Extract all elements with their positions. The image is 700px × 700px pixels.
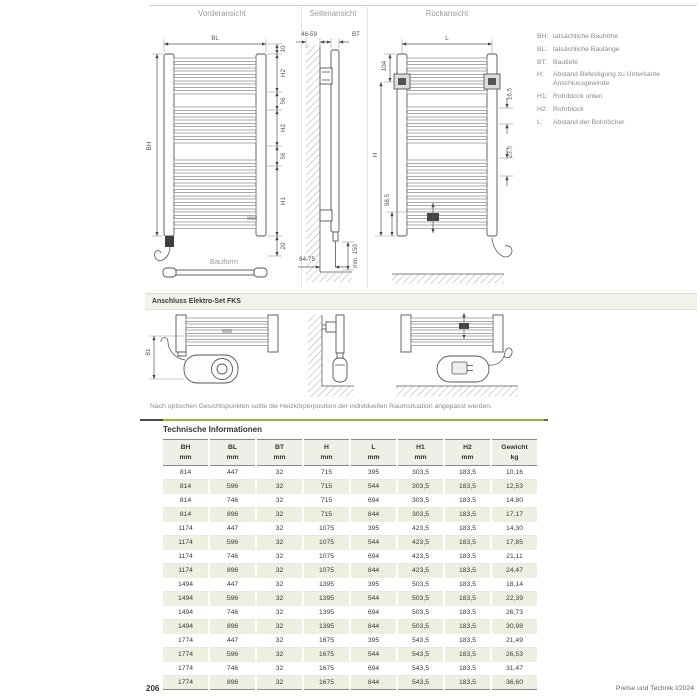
cell: 423,5 xyxy=(398,550,443,564)
cell: 1494 xyxy=(163,578,208,592)
cell: 1075 xyxy=(304,550,349,564)
cell: 303,5 xyxy=(398,494,443,508)
side-view-title: Seitenansicht xyxy=(309,9,357,18)
wall-hatch xyxy=(306,45,320,282)
column-header: Gewicht kg xyxy=(492,439,537,466)
dim-label-23-5: 23,5 xyxy=(506,145,514,159)
cell: 24,47 xyxy=(492,564,537,578)
rear-view-drawing xyxy=(372,35,514,284)
technical-table xyxy=(161,439,539,690)
cell: 395 xyxy=(351,634,396,648)
table-row xyxy=(163,480,537,494)
cell: 596 xyxy=(210,592,255,606)
column-header: H1 mm xyxy=(398,439,443,466)
cell: 423,5 xyxy=(398,564,443,578)
cell: 746 xyxy=(210,662,255,676)
cell: 896 xyxy=(210,676,255,690)
cell: 183,5 xyxy=(445,592,490,606)
cell: 1174 xyxy=(163,536,208,550)
bauform-drawing xyxy=(163,257,267,277)
cell: 183,5 xyxy=(445,662,490,676)
cell: 746 xyxy=(210,494,255,508)
side-view-drawing xyxy=(296,31,360,282)
dim-label-56: 56 xyxy=(280,152,287,160)
dim-label-10: 10 xyxy=(280,45,287,53)
cell: 1675 xyxy=(304,634,349,648)
cell: 32 xyxy=(257,536,302,550)
brand-mark xyxy=(247,217,257,221)
cell: 503,5 xyxy=(398,592,443,606)
cell: 1174 xyxy=(163,550,208,564)
cell: 694 xyxy=(351,606,396,620)
cell: 1075 xyxy=(304,522,349,536)
cell: 1675 xyxy=(304,648,349,662)
cell: 32 xyxy=(257,634,302,648)
cell: 1774 xyxy=(163,648,208,662)
cell: 32 xyxy=(257,606,302,620)
table-row xyxy=(163,662,537,676)
cell: 32 xyxy=(257,508,302,522)
cell: 503,5 xyxy=(398,578,443,592)
dim-label-bt: BT xyxy=(352,31,360,38)
cell: 395 xyxy=(351,578,396,592)
elektro-front-drawing xyxy=(145,315,278,383)
rear-view-title: Rückansicht xyxy=(425,9,469,18)
cell: 32 xyxy=(257,480,302,494)
cell: 1494 xyxy=(163,620,208,634)
cell: 14,80 xyxy=(492,494,537,508)
cell: 543,5 xyxy=(398,662,443,676)
brand-mark xyxy=(222,329,232,333)
cell: 183,5 xyxy=(445,564,490,578)
cell: 18,14 xyxy=(492,578,537,592)
dim-label-16-5: 16,5 xyxy=(506,87,514,101)
cell: 746 xyxy=(210,550,255,564)
cell: 1494 xyxy=(163,592,208,606)
cell: 1075 xyxy=(304,564,349,578)
cell: 31,47 xyxy=(492,662,537,676)
table-title: Technische Informationen xyxy=(163,425,262,434)
cell: 183,5 xyxy=(445,634,490,648)
column-header: BL mm xyxy=(210,439,255,466)
power-cable xyxy=(492,238,512,257)
cell: 26,53 xyxy=(492,648,537,662)
cell: 22,39 xyxy=(492,592,537,606)
table-row xyxy=(163,536,537,550)
note-text: Nach optischen Gesichtspunkten sollte die Heizkörperposition der individuellen Raumsituation angepasst werden. xyxy=(150,403,492,410)
cell: 423,5 xyxy=(398,536,443,550)
cell: 596 xyxy=(210,536,255,550)
wall-plug xyxy=(326,322,336,332)
dim-label-bh: BH xyxy=(146,141,153,151)
cell: 814 xyxy=(163,508,208,522)
cell: 447 xyxy=(210,522,255,536)
cell: 447 xyxy=(210,578,255,592)
cell: 715 xyxy=(304,494,349,508)
cell: 1075 xyxy=(304,536,349,550)
floor-hatch xyxy=(322,387,354,397)
dim-label-98-5: 98,5 xyxy=(384,193,391,207)
cell: 183,5 xyxy=(445,480,490,494)
dim-label-min150: min. 150 xyxy=(352,244,359,268)
front-view-title: Vorderansicht xyxy=(198,9,246,18)
cell: 1174 xyxy=(163,564,208,578)
cell: 596 xyxy=(210,480,255,494)
table-row xyxy=(163,578,537,592)
cell: 32 xyxy=(257,494,302,508)
dim-label-81: 81 xyxy=(145,348,152,356)
cell: 746 xyxy=(210,606,255,620)
page-number: 206 xyxy=(146,684,160,693)
cell: 1395 xyxy=(304,606,349,620)
cell: 12,53 xyxy=(492,480,537,494)
cell: 183,5 xyxy=(445,466,490,480)
plug-icon xyxy=(452,362,467,374)
cell: 183,5 xyxy=(445,550,490,564)
bauform-label: Bauform xyxy=(209,257,239,266)
column-header: H2 mm xyxy=(445,439,490,466)
cell: 10,16 xyxy=(492,466,537,480)
accent-rule xyxy=(140,419,548,421)
dim-label-bl: BL xyxy=(211,35,219,42)
cell: 844 xyxy=(351,676,396,690)
elektro-rear-drawing xyxy=(396,313,518,397)
table-row xyxy=(163,564,537,578)
table-row xyxy=(163,620,537,634)
cell: 395 xyxy=(351,466,396,480)
cell: 1675 xyxy=(304,662,349,676)
footer-text: Preise und Technik I/2024 xyxy=(615,685,694,692)
cell: 32 xyxy=(257,592,302,606)
cell: 694 xyxy=(351,662,396,676)
wall-hatch xyxy=(308,315,322,397)
cell: 844 xyxy=(351,564,396,578)
cell: 32 xyxy=(257,466,302,480)
floor-hatch xyxy=(396,387,518,397)
cell: 844 xyxy=(351,508,396,522)
cell: 844 xyxy=(351,620,396,634)
cell: 596 xyxy=(210,648,255,662)
table-row xyxy=(163,494,537,508)
legend-item: BL: tatsächliche Baulänge xyxy=(537,45,620,53)
dim-label-l: L xyxy=(445,35,449,42)
table-row xyxy=(163,676,537,690)
legend-item: L: Abstand der Bohrlöcher xyxy=(537,118,625,126)
cell: 32 xyxy=(257,550,302,564)
cell: 814 xyxy=(163,466,208,480)
cell: 21,49 xyxy=(492,634,537,648)
table-row xyxy=(163,466,537,480)
cell: 21,11 xyxy=(492,550,537,564)
cell: 183,5 xyxy=(445,494,490,508)
cell: 544 xyxy=(351,480,396,494)
cell: 896 xyxy=(210,620,255,634)
table-row xyxy=(163,550,537,564)
cell: 503,5 xyxy=(398,606,443,620)
elektro-section-header: Anschluss Elektro-Set FKS xyxy=(145,293,697,310)
technical-table-container xyxy=(161,439,539,690)
dimension-legend xyxy=(537,33,697,132)
legend-item: BH: tatsächliche Bauhöhe xyxy=(537,33,618,40)
cell: 1774 xyxy=(163,634,208,648)
floor-hatch xyxy=(320,273,352,282)
cell: 447 xyxy=(210,466,255,480)
table-row xyxy=(163,508,537,522)
column-header: L mm xyxy=(351,439,396,466)
legend-item: H1: Rohrblock unten xyxy=(537,93,603,101)
cell: 17,17 xyxy=(492,508,537,522)
table-row xyxy=(163,592,537,606)
cell: 183,5 xyxy=(445,648,490,662)
cell: 1395 xyxy=(304,578,349,592)
cell: 1174 xyxy=(163,522,208,536)
cell: 423,5 xyxy=(398,522,443,536)
cell: 32 xyxy=(257,564,302,578)
cell: 183,5 xyxy=(445,508,490,522)
table-row xyxy=(163,648,537,662)
wall-bracket xyxy=(320,68,332,84)
cell: 183,5 xyxy=(445,578,490,592)
cell: 544 xyxy=(351,648,396,662)
cell: 183,5 xyxy=(445,620,490,634)
dim-label-64-75: 64-75 xyxy=(299,256,315,263)
power-cable xyxy=(155,247,170,261)
cell: 183,5 xyxy=(445,606,490,620)
cell: 32 xyxy=(257,522,302,536)
dim-label-h1: H1 xyxy=(280,197,287,205)
cell: 694 xyxy=(351,550,396,564)
dim-label-20: 20 xyxy=(280,242,287,250)
cell: 543,5 xyxy=(398,676,443,690)
dim-label-h: H xyxy=(372,152,379,158)
table-body xyxy=(163,466,537,690)
cell: 303,5 xyxy=(398,466,443,480)
cell: 1774 xyxy=(163,662,208,676)
cell: 1395 xyxy=(304,620,349,634)
fks-heater-unit xyxy=(333,358,347,382)
cell: 26,73 xyxy=(492,606,537,620)
cell: 303,5 xyxy=(398,508,443,522)
table-row xyxy=(163,606,537,620)
cell: 715 xyxy=(304,480,349,494)
dim-label-h2: H2 xyxy=(280,124,287,132)
cell: 32 xyxy=(257,648,302,662)
cell: 715 xyxy=(304,508,349,522)
cell: 183,5 xyxy=(445,522,490,536)
cell: 17,85 xyxy=(492,536,537,550)
cell: 694 xyxy=(351,494,396,508)
dim-label-48-59: 48-59 xyxy=(301,31,317,38)
cell: 1774 xyxy=(163,676,208,690)
cell: 395 xyxy=(351,522,396,536)
cell: 1494 xyxy=(163,606,208,620)
cell: 36,60 xyxy=(492,676,537,690)
column-header: H mm xyxy=(304,439,349,466)
dim-label-56: 56 xyxy=(280,97,287,105)
cell: 814 xyxy=(163,480,208,494)
cell: 32 xyxy=(257,676,302,690)
cell: 544 xyxy=(351,592,396,606)
legend-item: BT: Bautiefe xyxy=(537,58,578,66)
cell: 896 xyxy=(210,564,255,578)
cell: 503,5 xyxy=(398,620,443,634)
cell: 183,5 xyxy=(445,536,490,550)
cell: 1675 xyxy=(304,676,349,690)
cell: 896 xyxy=(210,508,255,522)
cell: 303,5 xyxy=(398,480,443,494)
cell: 1395 xyxy=(304,592,349,606)
cell: 30,98 xyxy=(492,620,537,634)
front-view-drawing xyxy=(146,35,287,261)
wall-bracket xyxy=(320,210,332,221)
cell: 447 xyxy=(210,634,255,648)
table-row xyxy=(163,634,537,648)
cell: 183,5 xyxy=(445,676,490,690)
elektro-side-drawing xyxy=(308,315,354,397)
column-header: BT mm xyxy=(257,439,302,466)
cell: 543,5 xyxy=(398,634,443,648)
table-head-row xyxy=(163,439,537,466)
cell: 32 xyxy=(257,662,302,676)
electric-element xyxy=(165,236,174,247)
table-row xyxy=(163,522,537,536)
cell: 715 xyxy=(304,466,349,480)
cell: 32 xyxy=(257,620,302,634)
column-header: BH mm xyxy=(163,439,208,466)
cell: 32 xyxy=(257,578,302,592)
legend-item: H2: Rohrblock xyxy=(537,105,584,113)
dim-label-h2: H2 xyxy=(280,69,287,77)
cell: 543,5 xyxy=(398,648,443,662)
cell: 814 xyxy=(163,494,208,508)
cell: 14,30 xyxy=(492,522,537,536)
legend-item: H: Abstand Befestigung zu Unterkante Anschlussgewinde xyxy=(537,71,660,88)
cell: 544 xyxy=(351,536,396,550)
dim-label-104: 104 xyxy=(381,60,388,72)
floor-hatch xyxy=(392,275,504,284)
